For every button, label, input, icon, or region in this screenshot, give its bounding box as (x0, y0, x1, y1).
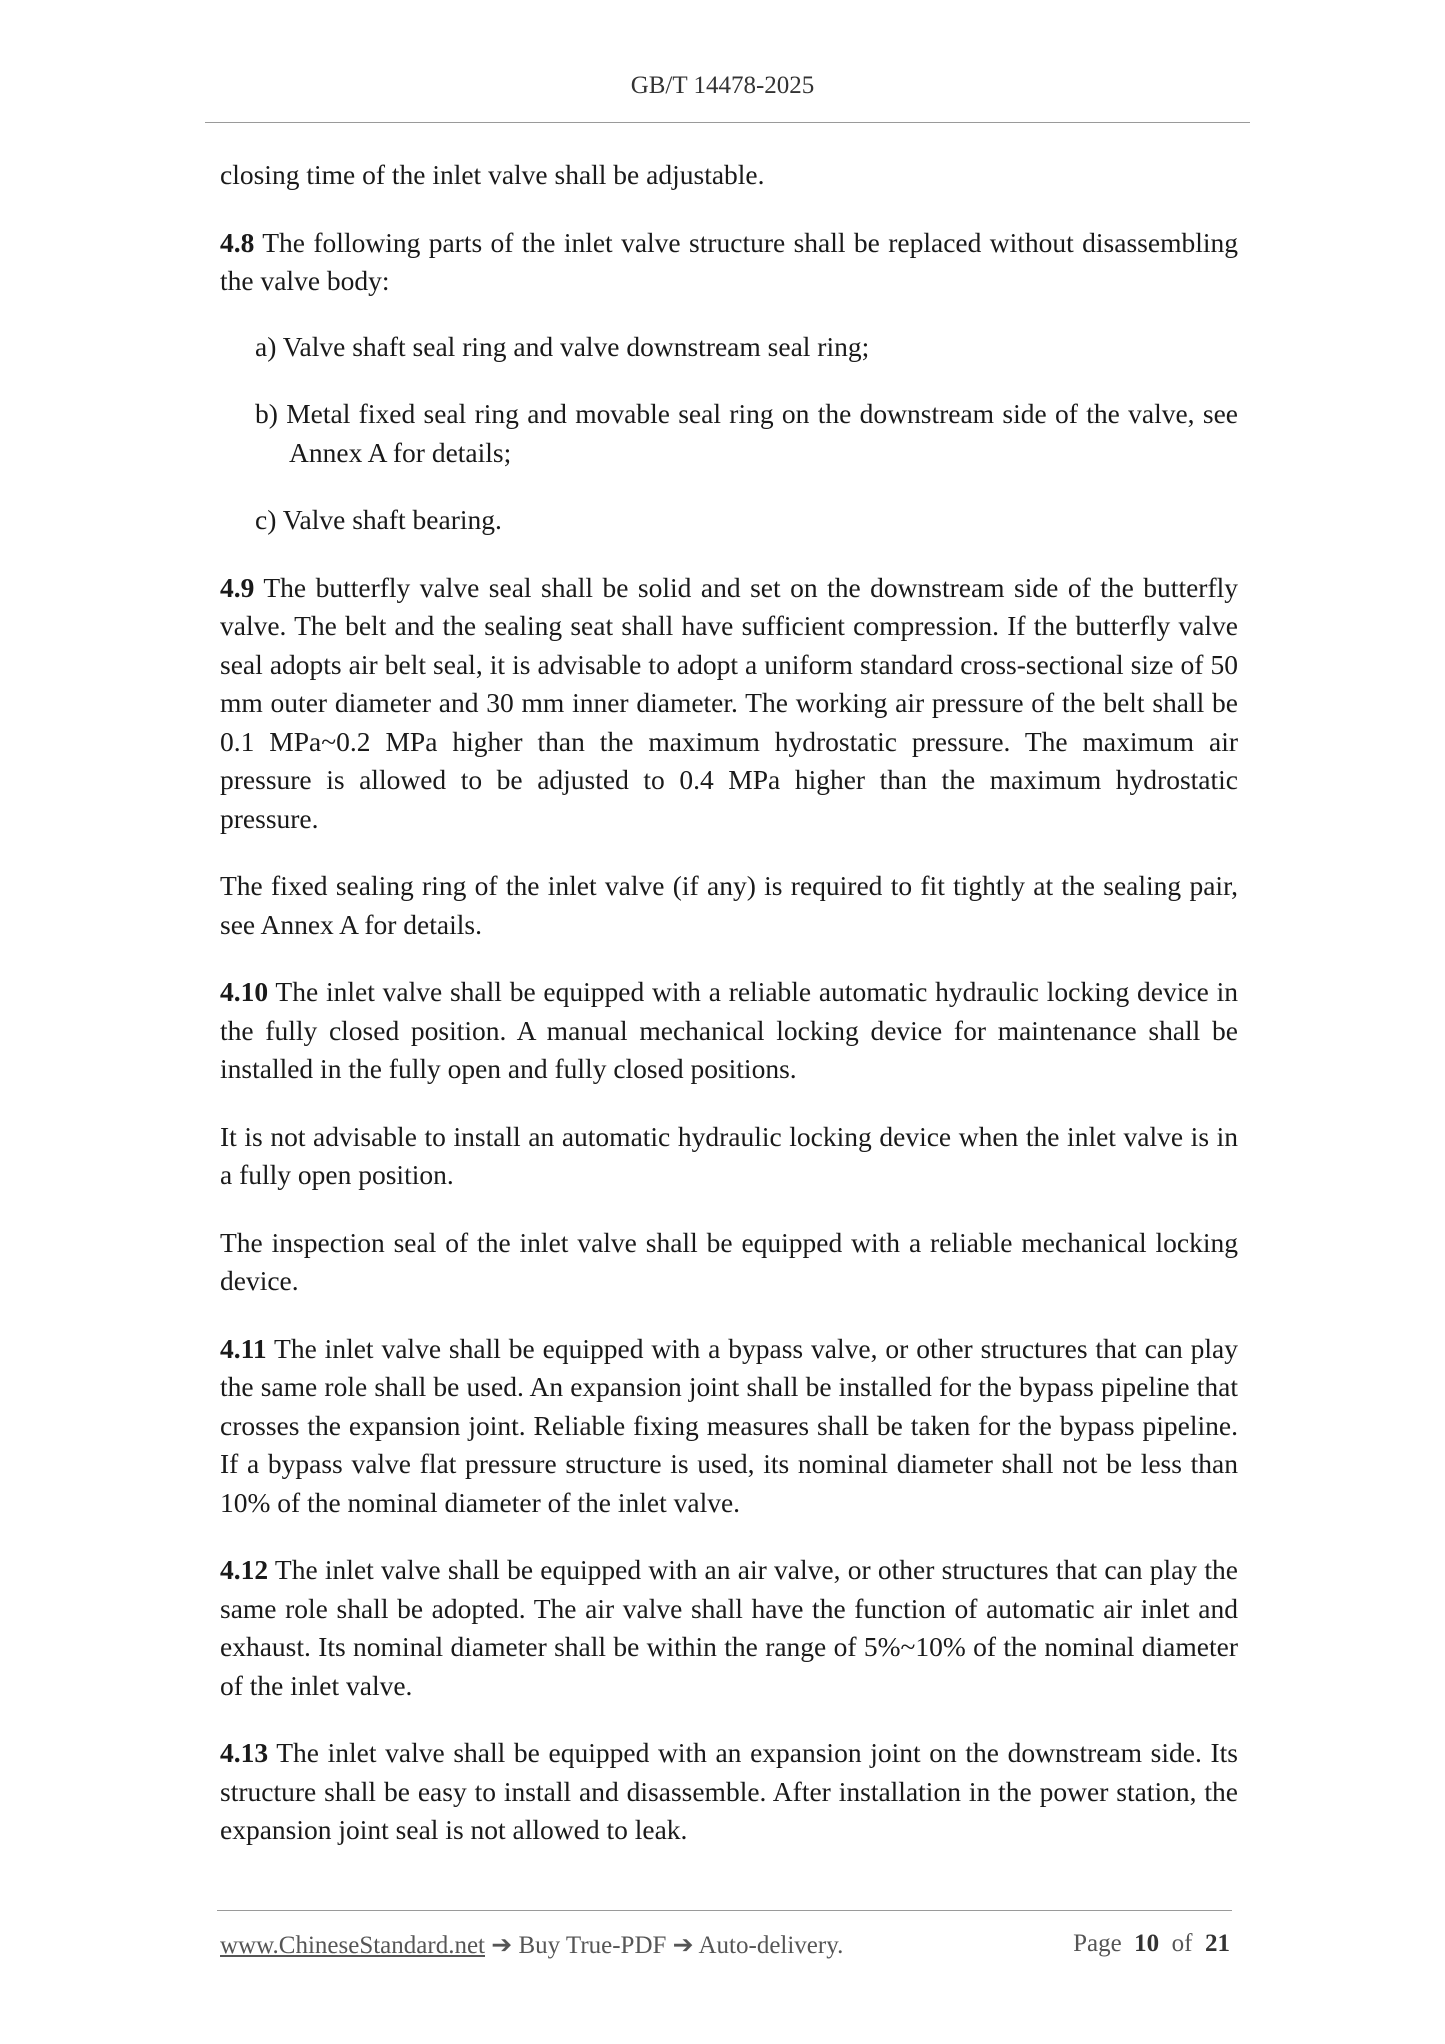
continued-paragraph: closing time of the inlet valve shall be adjustable. (220, 159, 765, 190)
clause-number: 4.8 (220, 226, 255, 258)
clause-text: The following parts of the inlet valve structure shall be replaced without disassembling the valve body: (220, 226, 1238, 296)
footer-tagline: ➔ Buy True-PDF ➔ Auto-delivery. (485, 1932, 844, 1959)
page-total: 21 (1205, 1930, 1230, 1957)
clause-text: The inlet valve shall be equipped with a bypass valve, or other structures that can play the same role shall be used. An expansion joint shall be installed for the bypass pipeline that crosses the expansion joint. Reliable fixing measures shall be taken for the bypass pipeline. If a bypass valve flat pressure structure is used, its nominal diameter shall not be less than 10% of the nominal diameter of the inlet valve. (220, 1332, 1238, 1518)
clause-text: The inlet valve shall be equipped with an air valve, or other structures that can play the same role shall be adopted. The air valve shall have the function of automatic air inlet and exhaust. Its nominal diameter shall be within the range of 5%~10% of the nominal diameter of the inlet valve. (220, 1554, 1238, 1701)
clause-number: 4.13 (220, 1737, 269, 1768)
clause-number: 4.10 (220, 976, 269, 1007)
clause-number: 4.11 (220, 1332, 267, 1364)
clause-text: The inlet valve shall be equipped with a reliable automatic hydraulic locking device in the fully closed position. A manual mechanical locking device for maintenance shall be installed in the fully open and fully closed positions. (220, 976, 1238, 1084)
clause-paragraph: It is not advisable to install an automatic hydraulic locking device when the inlet valve is in a fully open position. (220, 1120, 1238, 1190)
header-divider (205, 122, 1250, 123)
clause-4-11 (220, 1330, 1238, 1523)
clause-number: 4.9 (220, 571, 255, 603)
page-label: Page (1073, 1930, 1122, 1957)
site-link[interactable]: www.ChineseStandard.net (220, 1932, 485, 1959)
document-body (220, 156, 1238, 1879)
document-header: GB/T 14478-2025 (630, 72, 815, 99)
page-indicator (1073, 1930, 1230, 1958)
footer-divider (217, 1910, 1232, 1911)
page-current: 10 (1134, 1930, 1160, 1957)
clause-4-8 (220, 224, 1238, 301)
list-item: a) Valve shaft seal ring and valve downstream seal ring; (255, 330, 870, 362)
clause-text: The inlet valve shall be equipped with an expansion joint on the downstream side. Its structure shall be easy to install and disassemble. After installation in the power station, the expansion joint seal is not allowed to leak. (220, 1737, 1238, 1845)
clause-paragraph: The inspection seal of the inlet valve shall be equipped with a reliable mechanical locking device. (220, 1226, 1238, 1296)
clause-4-10 (220, 973, 1238, 1089)
footer-promo (220, 1930, 843, 1960)
clause-4-13 (220, 1734, 1238, 1850)
clause-number: 4.12 (220, 1554, 269, 1585)
clause-4-12 (220, 1551, 1238, 1705)
list-item: c) Valve shaft bearing. (255, 504, 502, 535)
clause-text: The butterfly valve seal shall be solid and set on the downstream side of the butterfly valve. The belt and the sealing seat shall have sufficient compression. If the butterfly valve seal adopts air belt seal, it is advisable to adopt a uniform standard cross-sectional size of 50 mm outer diameter and 30 mm inner diameter. The working air pressure of the belt shall be 0.1 MPa~0.2 MPa higher than the maximum hydrostatic pressure. The maximum air pressure is allowed to be adjusted to 0.4 MPa higher than the maximum hydrostatic pressure. (220, 571, 1238, 834)
clause-paragraph: The fixed sealing ring of the inlet valve (if any) is required to fit tightly at the sealing pair, see Annex A for details. (220, 870, 1238, 940)
of-label: of (1171, 1930, 1193, 1957)
list-item: b) Metal fixed seal ring and movable seal ring on the downstream side of the valve, see Annex A for details; (255, 398, 1238, 468)
clause-4-9 (220, 569, 1238, 839)
